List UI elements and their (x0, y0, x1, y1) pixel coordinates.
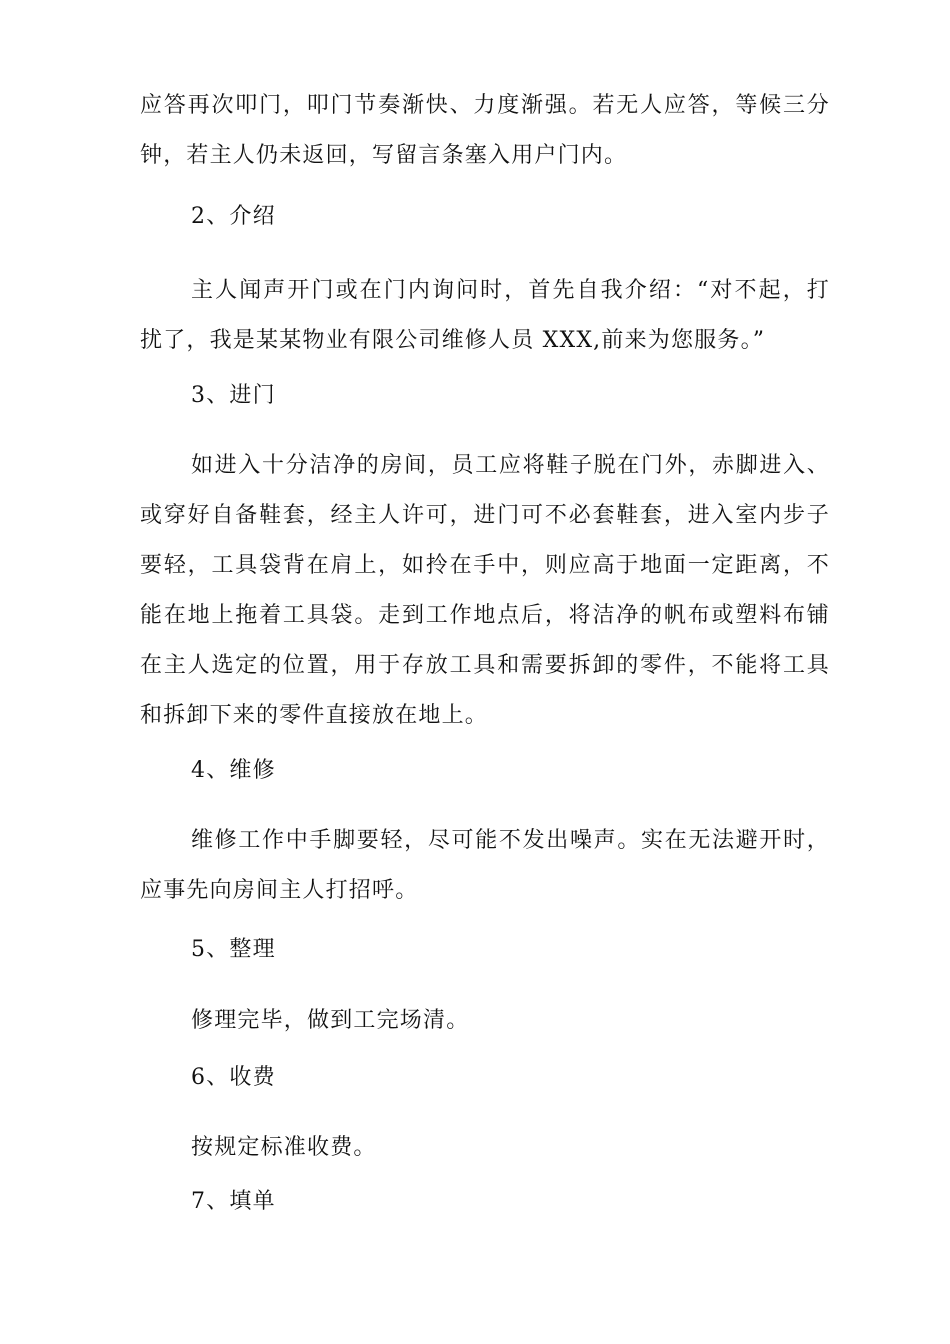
paragraph-line: 在主人选定的位置，用于存放工具和需要拆卸的零件，不能将工具 (140, 653, 830, 678)
section-heading: 3、进门 (191, 383, 276, 408)
section-heading: 7、填单 (191, 1189, 276, 1214)
section-heading: 4、维修 (191, 758, 276, 783)
section-heading: 6、收费 (191, 1065, 276, 1090)
section-heading: 2、介绍 (191, 204, 276, 229)
paragraph-line: 如进入十分洁净的房间，员工应将鞋子脱在门外，赤脚进入、 (191, 453, 830, 478)
paragraph-line: 钟，若主人仍未返回，写留言条塞入用户门内。 (140, 143, 628, 168)
paragraph-line: 主人闻声开门或在门内询问时，首先自我介绍：“对不起，打 (191, 278, 830, 303)
paragraph-line: 能在地上拖着工具袋。走到工作地点后，将洁净的帆布或塑料布铺 (140, 603, 830, 628)
paragraph-line: 扰了，我是某某物业有限公司维修人员 XXX,前来为您服务。” (140, 328, 766, 353)
paragraph-line: 或穿好自备鞋套，经主人许可，进门可不必套鞋套，进入室内步子 (140, 503, 830, 528)
paragraph-line: 维修工作中手脚要轻，尽可能不发出噪声。实在无法避开时， (191, 828, 830, 853)
paragraph-line: 按规定标准收费。 (191, 1135, 377, 1160)
paragraph-line: 修理完毕，做到工完场清。 (191, 1008, 470, 1033)
paragraph-line: 应答再次叩门，叩门节奏渐快、力度渐强。若无人应答，等候三分 (140, 93, 830, 118)
paragraph-line: 要轻，工具袋背在肩上，如拎在手中，则应高于地面一定距离，不 (140, 553, 830, 578)
paragraph-line: 和拆卸下来的零件直接放在地上。 (140, 703, 489, 728)
section-heading: 5、整理 (191, 937, 276, 962)
paragraph-line: 应事先向房间主人打招呼。 (140, 878, 419, 903)
